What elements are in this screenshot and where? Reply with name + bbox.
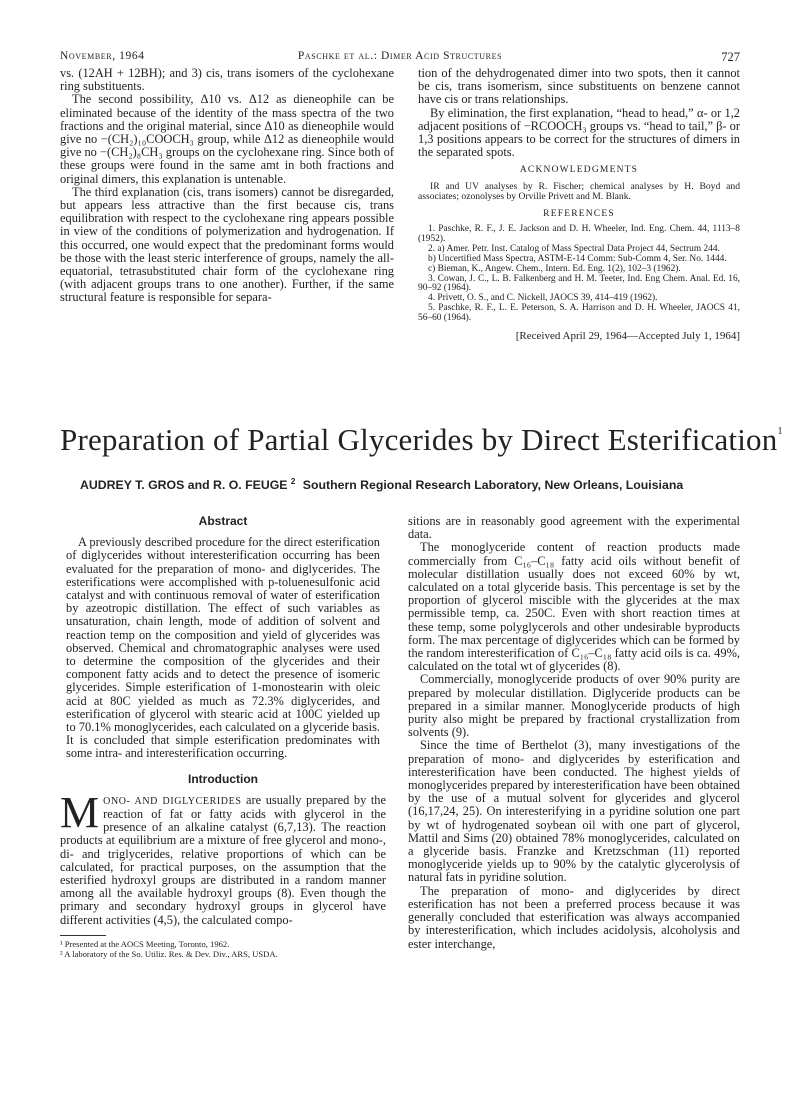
footnote-rule	[60, 935, 106, 936]
reference-item: 5. Paschke, R. F., L. E. Peterson, S. A. Harrison and D. H. Wheeler, JAOCS 41, 56–60 (1964).	[418, 303, 740, 324]
drop-cap: M	[60, 787, 100, 837]
paragraph: vs. (12AH + 12BH); and 3) cis, trans isomers of the cyclohexane ring substituents.	[60, 66, 394, 94]
author-names: AUDREY T. GROS and R. O. FEUGE	[80, 478, 288, 493]
title-footnote-mark: 1	[777, 426, 783, 437]
paragraph: Commercially, monoglyceride products of over 90% purity are prepared by molecular distillation. Diglyceride products can be prepared in a similar manner. Monoglyceride products of high purity also might be prepared by fractional crystallization from solvents (9).	[408, 672, 740, 740]
footnote: ² A laboratory of the So. Utiliz. Res. & Dev. Div., ARS, USDA.	[60, 948, 278, 959]
paragraph: Since the time of Berthelot (3), many investigations of the preparation of mono- and diglycerides by esterification and interesterification have been conducted. The highest yields of monoglycerides prepared by interesterification have been obtained by the use of a mutual solvent for glycerides and glycerol (16,17,24, 25). On interesterifying in a pyridine solution one part by wt of hydrogenated soybean oil with one part of glycerol, Mattil and Sims (20) obtained 78% monoglycerides, calculated on a glyceride basis. Franzke and Kretzschman (11) reported monoglyceride yields up to 90% by the catalytic glycerolysis of natural fats in pyridine solution.	[408, 738, 740, 885]
paragraph: The third explanation (cis, trans isomers) cannot be disregarded, but appears less attractive than the first because cis, trans equilibration with respect to the cyclohexane ring appears possible in view of the conditions of polymerization and hydrogenation. If this occurred, one would expect that the predominant forms would be those with the least steric interference of groups, namely the all-equatorial, tetrasubstituted chair form of the cyclohexane ring (with adjacent groups trans to one another). Further, if the same structural feature is responsible for separa-	[60, 184, 394, 305]
acknowledgments-text: IR and UV analyses by R. Fischer; chemical analyses by H. Boyd and associates; ozonolyses by Orville Privett and M. Blank.	[418, 180, 740, 203]
running-header	[60, 50, 740, 66]
introduction-text: are usually prepared by the reaction of fat or fatty acids with glycerol in the presence of an alkaline catalyst (6,7,13). The reaction products at equilibrium are a mixture of free glycerol and mono-, di- and triglycerides, relative proportions of which can be calculated, for practical purposes, on the assumption that the esterified hydroxyl groups are distributed in a random manner among all the available hydroxyl groups (8). Even though the primary and secondary hydroxyl groups in glycerol have different activities (4,5), the calculated compo-	[60, 792, 386, 927]
introduction-paragraph	[60, 787, 386, 927]
acknowledgments-heading: ACKNOWLEDGMENTS	[519, 165, 639, 176]
top-right-column	[418, 67, 740, 343]
paragraph: By elimination, the first explanation, “head to head,” α- or 1,2 adjacent positions of −RCOOCH₃ groups vs. “head to tail,” β- or 1,3 positions appears to be correct for the structures of dimers in the separated spots.	[418, 105, 740, 160]
abstract-text: A previously described procedure for the direct esterification of diglycerides without interesterification occurring has been evaluated for the preparation of mono- and diglycerides. The esterifications were accomplished with p-toluenesulfonic acid catalyst and with continuous removal of water of esterification by azeotropic distillation. The effect of such variables as unsaturation, chain length, mode of addition of solvent and reaction temp on the composition and yield of glycerides was observed. Chemical and chromatographic analyses were used to determine the composition of the glycerides and their component fatty acids and to detect the presence of isomeric glycerides. Simple esterification of 1-monostearin with oleic acid at 80C yielded as much as 72.3% diglycerides, and esterification of glycerol with stearic acid at 100C yielded up to 70.1% monoglycerides, each calculated on a glyceride basis. It is concluded that simple esterification predominates with some intra- and interesterification occurring.	[66, 535, 380, 761]
article-title	[60, 422, 783, 458]
reference-item: 1. Paschke, R. F., J. E. Jackson and D. H. Wheeler, Ind. Eng. Chem. 44, 1113–8 (1952).	[418, 224, 740, 244]
reference-item: 4. Privett, O. S., and C. Nickell, JAOCS 39, 414–419 (1962).	[428, 293, 658, 304]
top-left-column	[60, 67, 394, 305]
author-line	[80, 477, 770, 492]
paragraph: The second possibility, Δ10 vs. Δ12 as dieneophile can be eliminated because of the identity of the mass spectra of the two fractions and the original material, since Δ10 as dieneophile would give no −(CH₂)₁₀COOCH₃ group, while Δ12 as dieneophile would give no −(CH₂)₈CH₃ groups on the cyclohexane ring. Since both of these groups were found in the same amt in both fractions and original dimers, this explanation is untenable.	[60, 92, 394, 186]
footnote: ¹ Presented at the AOCS Meeting, Toronto, 1962.	[60, 938, 230, 949]
header-date: November, 1964	[60, 50, 145, 62]
reference-item: 3. Cowan, J. C., L. B. Falkenberg and H. M. Teeter, Ind. Eng Chem. Anal. Ed. 16, 90–92 (1964).	[418, 273, 740, 294]
paragraph: The monoglyceride content of reaction products made commercially from C₁₆–C₁₈ fatty acid oils without benefit of molecular distillation usually does not exceed 60% by wt, calculated on a total glyceride basis. This percentage is set by the proportion of glycerol miscible with the glycerides at the max permissible temp, ca. 250C. Even with short reaction times at these temp, some polyglycerols and other undesirable byproducts form. The max percentage of diglycerides which can be formed by the random interesterification of C₁₆–C₁₈ fatty acid oils is ca. 49%, calculated on the total wt of glycerides (8).	[408, 540, 740, 674]
references-heading: REFERENCES	[543, 208, 615, 219]
reference-item: 2. a) Amer. Petr. Inst. Catalog of Mass Spectral Data Project 44, Sectrum 244.	[428, 243, 720, 254]
introduction-heading: Introduction	[188, 771, 258, 786]
paragraph: tion of the dehydrogenated dimer into two spots, then it cannot be cis, trans isomerism, since substituents on benzene cannot have cis or trans relationships.	[418, 66, 740, 107]
received-dates: [Received April 29, 1964—Accepted July 1, 1964]	[515, 330, 740, 343]
introduction-lead: ONO- AND DIGLYCERIDES	[103, 795, 242, 807]
header-title: Paschke et al.: Dimer Acid Structures	[297, 50, 503, 62]
page-number: 727	[721, 50, 740, 64]
abstract-heading: Abstract	[198, 514, 248, 528]
paragraph: sitions are in reasonably good agreement with the experimental data.	[408, 514, 740, 542]
left-body-column	[60, 515, 386, 959]
author-footnote-mark: 2	[290, 477, 296, 486]
affiliation: Southern Regional Research Laboratory, New Orleans, Louisiana	[302, 478, 684, 493]
reference-item: b) Uncertified Mass Spectra, ASTM-E-14 Comm: Sub-Comm 4, Ser. No. 1444.	[428, 253, 727, 264]
reference-item: c) Bieman, K., Angew. Chem., Intern. Ed. Eng. 1(2), 102–3 (1962).	[428, 263, 681, 274]
right-body-column	[408, 515, 740, 951]
article-title-text: Preparation of Partial Glycerides by Direct Esterification	[60, 422, 778, 457]
reference-list	[418, 225, 740, 324]
paragraph: The preparation of mono- and diglycerides by direct esterification has not been a preferred process because it was generally concluded that esterification was always accompanied by interesterification, which includes acidolysis, alcoholysis and ester interchange,	[408, 883, 740, 951]
